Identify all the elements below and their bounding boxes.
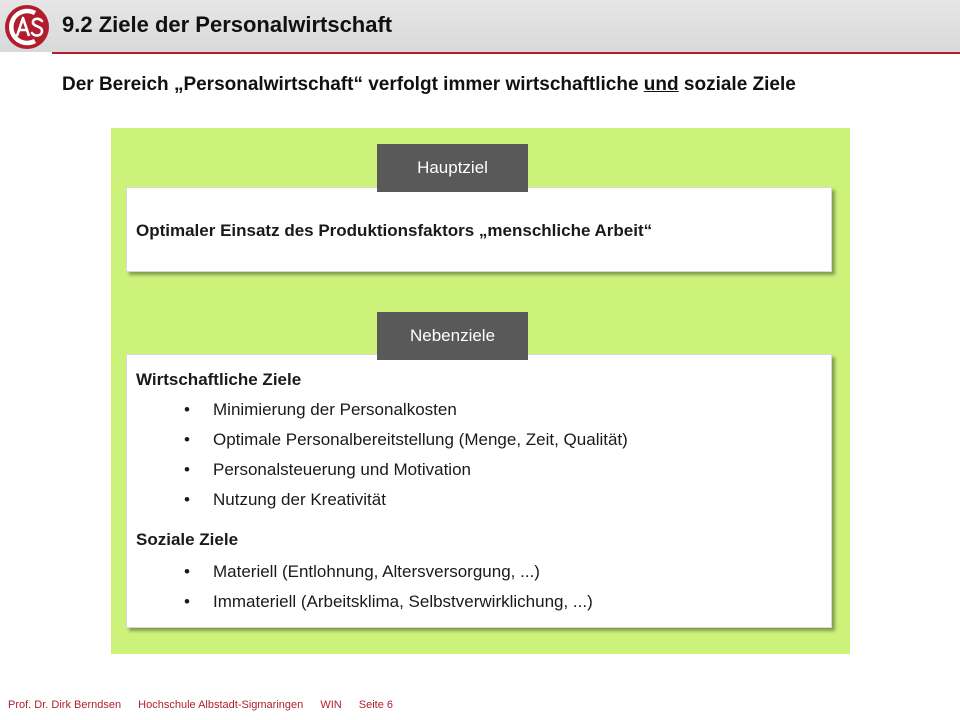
header-divider (52, 52, 960, 54)
list-item: • Optimale Personalbereitstellung (Menge, Zeit, Qualität) (184, 430, 628, 460)
footer (8, 699, 407, 711)
subtitle-text-start: Der Bereich „Personalwirtschaft“ verfolgt immer wirtschaftliche (62, 74, 644, 95)
main-goal-tab: Hauptziel (377, 144, 528, 192)
economic-goals-heading: Wirtschaftliche Ziele (136, 370, 302, 389)
list-item: • Materiell (Entlohnung, Altersversorgung, ...) (184, 562, 593, 592)
economic-goals-list (184, 400, 628, 520)
footer-author: Prof. Dr. Dirk Berndsen (8, 699, 122, 711)
social-goals-heading: Soziale Ziele (136, 530, 239, 549)
main-goal-text: Optimaler Einsatz des Produktionsfaktors „menschliche Arbeit“ (136, 221, 653, 240)
list-item: • Immateriell (Arbeitsklima, Selbstverwirklichung, ...) (184, 592, 593, 622)
footer-page-number: Seite 6 (358, 699, 394, 711)
subtitle-text-end: soziale Ziele (678, 74, 796, 95)
footer-course: WIN (320, 699, 342, 711)
list-item: • Nutzung der Kreativität (184, 490, 628, 520)
list-item: • Minimierung der Personalkosten (184, 400, 628, 430)
social-goals-list (184, 562, 593, 622)
secondary-goals-tab: Nebenziele (377, 312, 528, 360)
page-title: 9.2 Ziele der Personalwirtschaft (62, 12, 393, 37)
subtitle-underlined-word: und (643, 74, 679, 95)
list-item: • Personalsteuerung und Motivation (184, 460, 628, 490)
as-logo-icon (2, 2, 52, 52)
footer-institution: Hochschule Albstadt-Sigmaringen (138, 699, 304, 711)
slide-subtitle (62, 74, 796, 96)
